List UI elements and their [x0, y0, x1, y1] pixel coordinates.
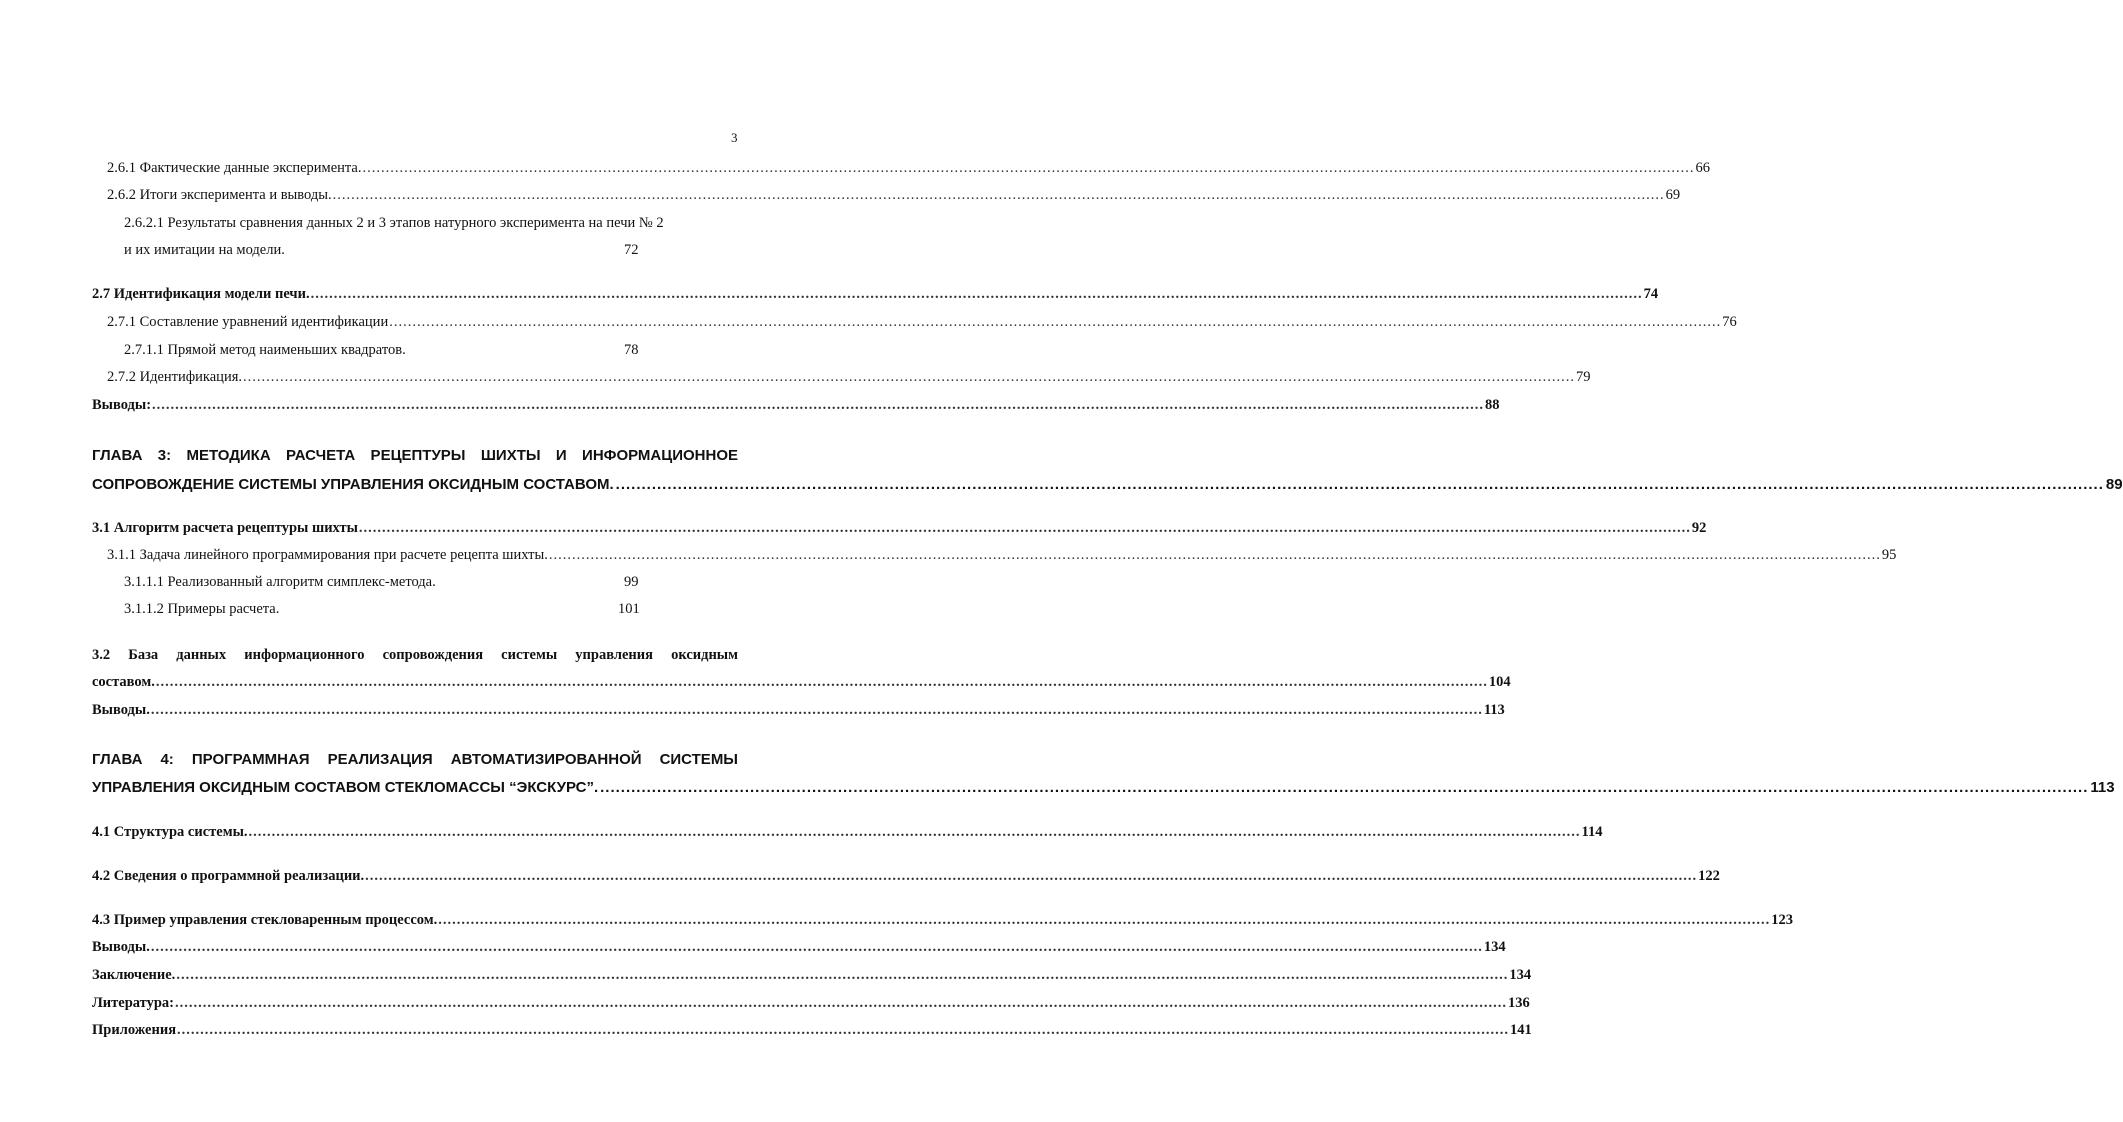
- toc-page: 134: [1509, 967, 1532, 983]
- toc-page: 104: [1488, 674, 1511, 690]
- toc-page-3-1-1-1: 99: [624, 574, 639, 590]
- toc-page: 92: [1691, 520, 1707, 536]
- toc-entry-3-1-1-1[interactable]: 3.1.1.1 Реализованный алгоритм симплекс-метода.: [124, 574, 436, 590]
- chapter-3-heading-line1[interactable]: ГЛАВА 3: МЕТОДИКА РАСЧЕТА РЕЦЕПТУРЫ ШИХТЫ И ИНФОРМАЦИОННОЕ: [92, 447, 738, 464]
- toc-page-2-7-1-1: 78: [624, 342, 639, 358]
- chapter-4-heading-line1[interactable]: ГЛАВА 4: ПРОГРАММНАЯ РЕАЛИЗАЦИЯ АВТОМАТИЗИРОВАННОЙ СИСТЕМЫ: [92, 751, 738, 768]
- toc-title: 3.1.1 Задача линейного программирования при расчете рецепта шихты.: [107, 547, 548, 563]
- toc-entry-2-6-2-1-line1[interactable]: 2.6.2.1 Результаты сравнения данных 2 и 3 этапов натурного эксперимента на печи № 2: [124, 215, 664, 231]
- toc-title: Выводы.: [92, 702, 150, 718]
- toc-page: 74: [1643, 286, 1659, 302]
- toc-title: Литература:: [92, 995, 174, 1011]
- toc-title: составом.: [92, 674, 155, 690]
- leader-dots: ................................................................................................................................................................................................................................................................................................: [310, 286, 1643, 302]
- leader-dots: ................................................................................................................................................................................................................................................................................................: [615, 476, 2104, 493]
- chapter-3-heading-line2[interactable]: [92, 476, 2123, 493]
- leader-dots: ................................................................................................................................................................................................................................................................................................: [600, 779, 2089, 796]
- toc-entry-3-2-line1[interactable]: 3.2 База данных информационного сопровождения системы управления оксидным: [92, 647, 738, 663]
- leader-dots: ................................................................................................................................................................................................................................................................................................: [155, 674, 1488, 690]
- toc-title: 2.6.2 Итоги эксперимента и выводы.: [107, 187, 332, 203]
- toc-title: 3.1 Алгоритм расчета рецептуры шихты: [92, 520, 358, 536]
- toc-title: 2.7.2 Идентификация.: [107, 369, 242, 385]
- leader-dots: ................................................................................................................................................................................................................................................................................................: [174, 995, 1507, 1011]
- toc-entry-2-7[interactable]: [92, 286, 1659, 303]
- toc-title: 4.1 Структура системы.: [92, 824, 248, 840]
- toc-entry-4-3[interactable]: [92, 912, 1793, 929]
- toc-page: 95: [1881, 547, 1897, 563]
- toc-page: 141: [1510, 1022, 1532, 1038]
- toc-page: 79: [1576, 369, 1591, 385]
- toc-page: 134: [1483, 939, 1506, 955]
- toc-title: УПРАВЛЕНИЯ ОКСИДНЫМ СОСТАВОМ СТЕКЛОМАССЫ “ЭКСКУРС”.: [92, 779, 599, 796]
- toc-page: 88: [1485, 397, 1500, 413]
- leader-dots: ................................................................................................................................................................................................................................................................................................: [152, 397, 1485, 413]
- leader-dots: ................................................................................................................................................................................................................................................................................................: [177, 1022, 1510, 1038]
- toc-page: 122: [1698, 868, 1720, 884]
- toc-page-3-1-1-2: 101: [618, 601, 640, 617]
- toc-entry-3-1-1-2[interactable]: 3.1.1.2 Примеры расчета.: [124, 601, 280, 617]
- toc-title: Заключение.: [92, 967, 176, 983]
- toc-entry-4-2[interactable]: [92, 868, 1720, 885]
- toc-entry-4-1[interactable]: [92, 824, 1603, 841]
- toc-entry-2-6-1[interactable]: [107, 160, 1710, 177]
- toc-entry-3-1[interactable]: [92, 520, 1707, 537]
- toc-title: Приложения: [92, 1022, 177, 1038]
- toc-page: 89: [2105, 476, 2123, 493]
- toc-entry-2-7-1-1[interactable]: 2.7.1.1 Прямой метод наименьших квадратов.: [124, 342, 406, 358]
- toc-page: 114: [1581, 824, 1603, 840]
- toc-title: 4.3 Пример управления стекловаренным процессом.: [92, 912, 438, 928]
- toc-page: 76: [1722, 314, 1737, 330]
- toc-entry-conclusion[interactable]: [92, 967, 1532, 984]
- leader-dots: ................................................................................................................................................................................................................................................................................................: [243, 369, 1575, 385]
- toc-entry-3-2-line2[interactable]: [92, 674, 1511, 691]
- toc-page: 113: [1483, 702, 1505, 718]
- leader-dots: ................................................................................................................................................................................................................................................................................................: [176, 967, 1509, 983]
- toc-entry-3-1-1[interactable]: [107, 547, 1897, 564]
- leader-dots: ................................................................................................................................................................................................................................................................................................: [248, 824, 1581, 840]
- toc-page-2-6-2-1: 72: [624, 242, 639, 258]
- leader-dots: ................................................................................................................................................................................................................................................................................................: [365, 868, 1698, 884]
- toc-page: 123: [1771, 912, 1793, 928]
- leader-dots: ................................................................................................................................................................................................................................................................................................: [358, 520, 1691, 536]
- leader-dots: ................................................................................................................................................................................................................................................................................................: [438, 912, 1771, 928]
- toc-title: 2.7 Идентификация модели печи.: [92, 286, 310, 302]
- toc-title: 2.7.1 Составление уравнений идентификации: [107, 314, 389, 330]
- toc-title: Выводы.: [92, 939, 150, 955]
- toc-title: Выводы:: [92, 397, 152, 413]
- toc-entry-2-6-2-1-line2[interactable]: и их имитации на модели.: [124, 242, 285, 258]
- toc-page: 113: [2090, 779, 2115, 796]
- toc-page: 69: [1665, 187, 1681, 203]
- toc-title: 2.6.1 Фактические данные эксперимента.: [107, 160, 362, 176]
- toc-entry-conclusions-2[interactable]: [92, 397, 1500, 414]
- toc-entry-2-7-1[interactable]: [107, 314, 1737, 331]
- leader-dots: ................................................................................................................................................................................................................................................................................................: [362, 160, 1695, 176]
- toc-entry-conclusions-3[interactable]: [92, 702, 1505, 719]
- toc-title: 4.2 Сведения о программной реализации.: [92, 868, 365, 884]
- toc-entry-2-7-2[interactable]: [107, 369, 1591, 386]
- leader-dots: ................................................................................................................................................................................................................................................................................................: [389, 314, 1722, 330]
- toc-page: 136: [1507, 995, 1530, 1011]
- toc-entry-2-6-2[interactable]: [107, 187, 1681, 204]
- leader-dots: ................................................................................................................................................................................................................................................................................................: [150, 702, 1483, 718]
- toc-entry-appendices[interactable]: [92, 1022, 1532, 1039]
- leader-dots: ................................................................................................................................................................................................................................................................................................: [548, 547, 1881, 563]
- leader-dots: ................................................................................................................................................................................................................................................................................................: [332, 187, 1665, 203]
- chapter-4-heading-line2[interactable]: [92, 779, 2115, 796]
- toc-entry-literature[interactable]: [92, 995, 1530, 1012]
- toc-entry-conclusions-4[interactable]: [92, 939, 1506, 956]
- toc-title: СОПРОВОЖДЕНИЕ СИСТЕМЫ УПРАВЛЕНИЯ ОКСИДНЫМ СОСТАВОМ.: [92, 476, 614, 493]
- page-number: 3: [731, 130, 738, 145]
- leader-dots: ................................................................................................................................................................................................................................................................................................: [150, 939, 1483, 955]
- toc-page: 66: [1695, 160, 1710, 176]
